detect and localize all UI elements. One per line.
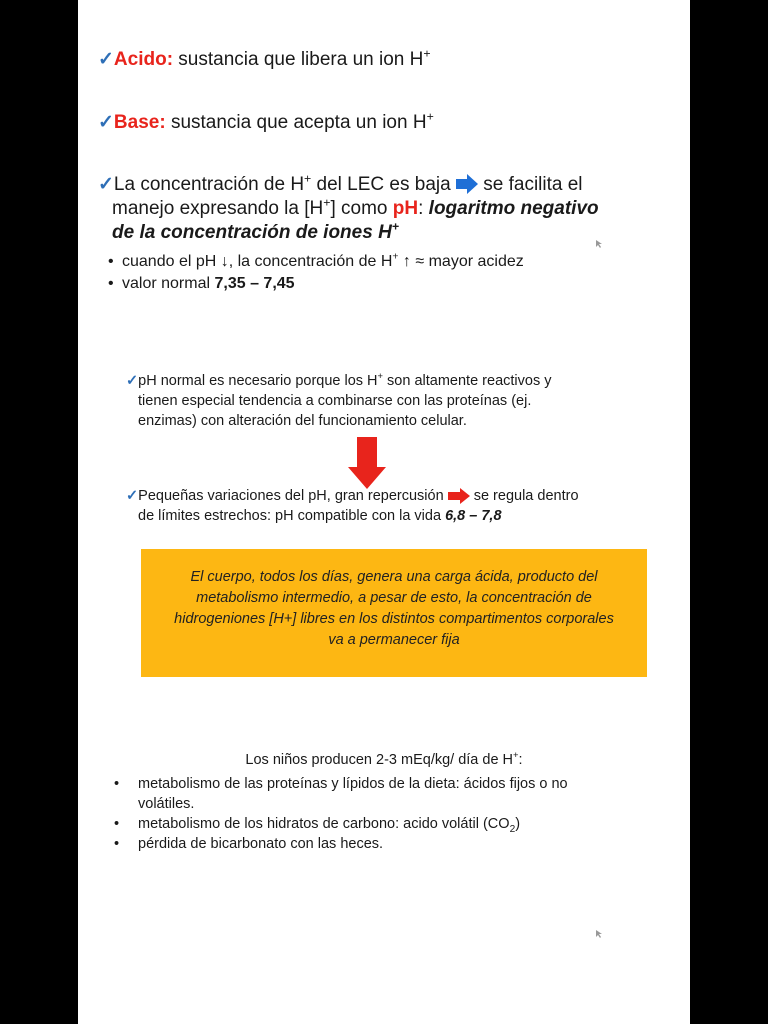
text: ↑ ≈ mayor acidez <box>398 253 524 270</box>
ninos-heading <box>78 750 690 770</box>
list-item <box>108 251 668 273</box>
italic-text: logaritmo negativo <box>428 198 599 219</box>
text: se regula dentro <box>469 488 579 504</box>
arrow-down-red-icon <box>348 437 386 489</box>
text: del LEC es baja <box>311 174 451 195</box>
box-line: El cuerpo, todos los días, genera una carga ácida, producto del <box>190 569 598 585</box>
text: Los niños producen 2-3 mEq/kg/ día de H <box>245 752 514 768</box>
text: tienen especial tendencia a combinarse con las proteínas (ej. <box>138 393 532 409</box>
acido-term: Acido: <box>113 49 174 70</box>
list-item <box>114 814 674 834</box>
text: valor normal <box>122 275 215 292</box>
superscript: + <box>323 195 331 210</box>
superscript: + <box>392 251 399 263</box>
concentracion-line2 <box>98 197 678 221</box>
acido-definition <box>98 48 431 72</box>
text: metabolismo de los hidratos de carbono: acido volátil (CO <box>138 816 510 832</box>
text: cuando el pH ↓, la concentración de H <box>122 253 393 270</box>
bold-value: 6,8 – 7,8 <box>445 508 502 524</box>
arrow-right-blue-icon <box>456 174 478 194</box>
text: pH normal es necesario porque los H <box>138 373 378 389</box>
text: • metabolismo de las proteínas y lípidos de la dieta: ácidos fijos o no <box>138 776 568 792</box>
base-text: sustancia que acepta un ion H <box>165 112 427 133</box>
base-definition <box>98 111 434 135</box>
text: ) <box>515 816 521 832</box>
text: son altamente reactivos y <box>383 373 552 389</box>
text: se facilita el <box>477 174 583 195</box>
slide-page <box>78 0 690 1024</box>
box-line: hidrogeniones [H+] libres en los distintos compartimentos corporales <box>174 611 614 627</box>
text: manejo expresando la [H <box>112 198 324 219</box>
box-line: va a permanecer fija <box>328 632 460 648</box>
text: La concentración de H <box>113 174 305 195</box>
check-icon: ✓ <box>126 488 139 504</box>
text: : <box>418 198 429 219</box>
superscript: + <box>391 219 400 234</box>
arrow-right-red-icon <box>448 488 470 504</box>
text: pérdida de bicarbonato con las heces. <box>138 836 384 852</box>
bold-value: 7,35 – 7,45 <box>214 275 295 292</box>
acido-text: sustancia que libera un ion H <box>173 49 424 70</box>
ph-bullets <box>108 251 668 295</box>
check-icon: ✓ <box>98 49 114 70</box>
concentracion-line3 <box>98 221 678 245</box>
list-item <box>108 273 668 295</box>
check-icon: ✓ <box>126 373 139 389</box>
ph-term: pH <box>392 198 419 219</box>
list-item <box>114 774 674 814</box>
superscript: + <box>513 749 519 761</box>
check-icon: ✓ <box>98 112 114 133</box>
cursor-icon <box>596 240 602 248</box>
text: de límites estrechos: pH compatible con la vida <box>138 508 446 524</box>
base-term: Base: <box>113 112 166 133</box>
superscript: + <box>304 171 312 186</box>
superscript: + <box>426 109 434 124</box>
check-icon: ✓ <box>98 174 114 195</box>
text: enzimas) con alteración del funcionamiento celular. <box>138 413 467 429</box>
concentracion-line1 <box>98 173 678 197</box>
superscript: + <box>423 46 431 61</box>
text: : <box>518 752 523 768</box>
ninos-bullets <box>114 774 674 854</box>
concentracion-item <box>98 173 678 245</box>
variaciones-item <box>126 486 686 526</box>
subscript: 2 <box>509 823 516 835</box>
text: Pequeñas variaciones del pH, gran repercusión <box>138 488 444 504</box>
ph-normal-item <box>126 371 676 431</box>
italic-text: de la concentración de iones H <box>112 222 392 243</box>
text: volátiles. <box>138 796 195 812</box>
box-line: metabolismo intermedio, a pesar de esto, la concentración de <box>196 590 592 606</box>
highlight-box <box>141 549 647 677</box>
text: ] como <box>330 198 393 219</box>
list-item <box>114 834 674 854</box>
superscript: + <box>377 370 384 382</box>
cursor-icon <box>596 930 602 938</box>
